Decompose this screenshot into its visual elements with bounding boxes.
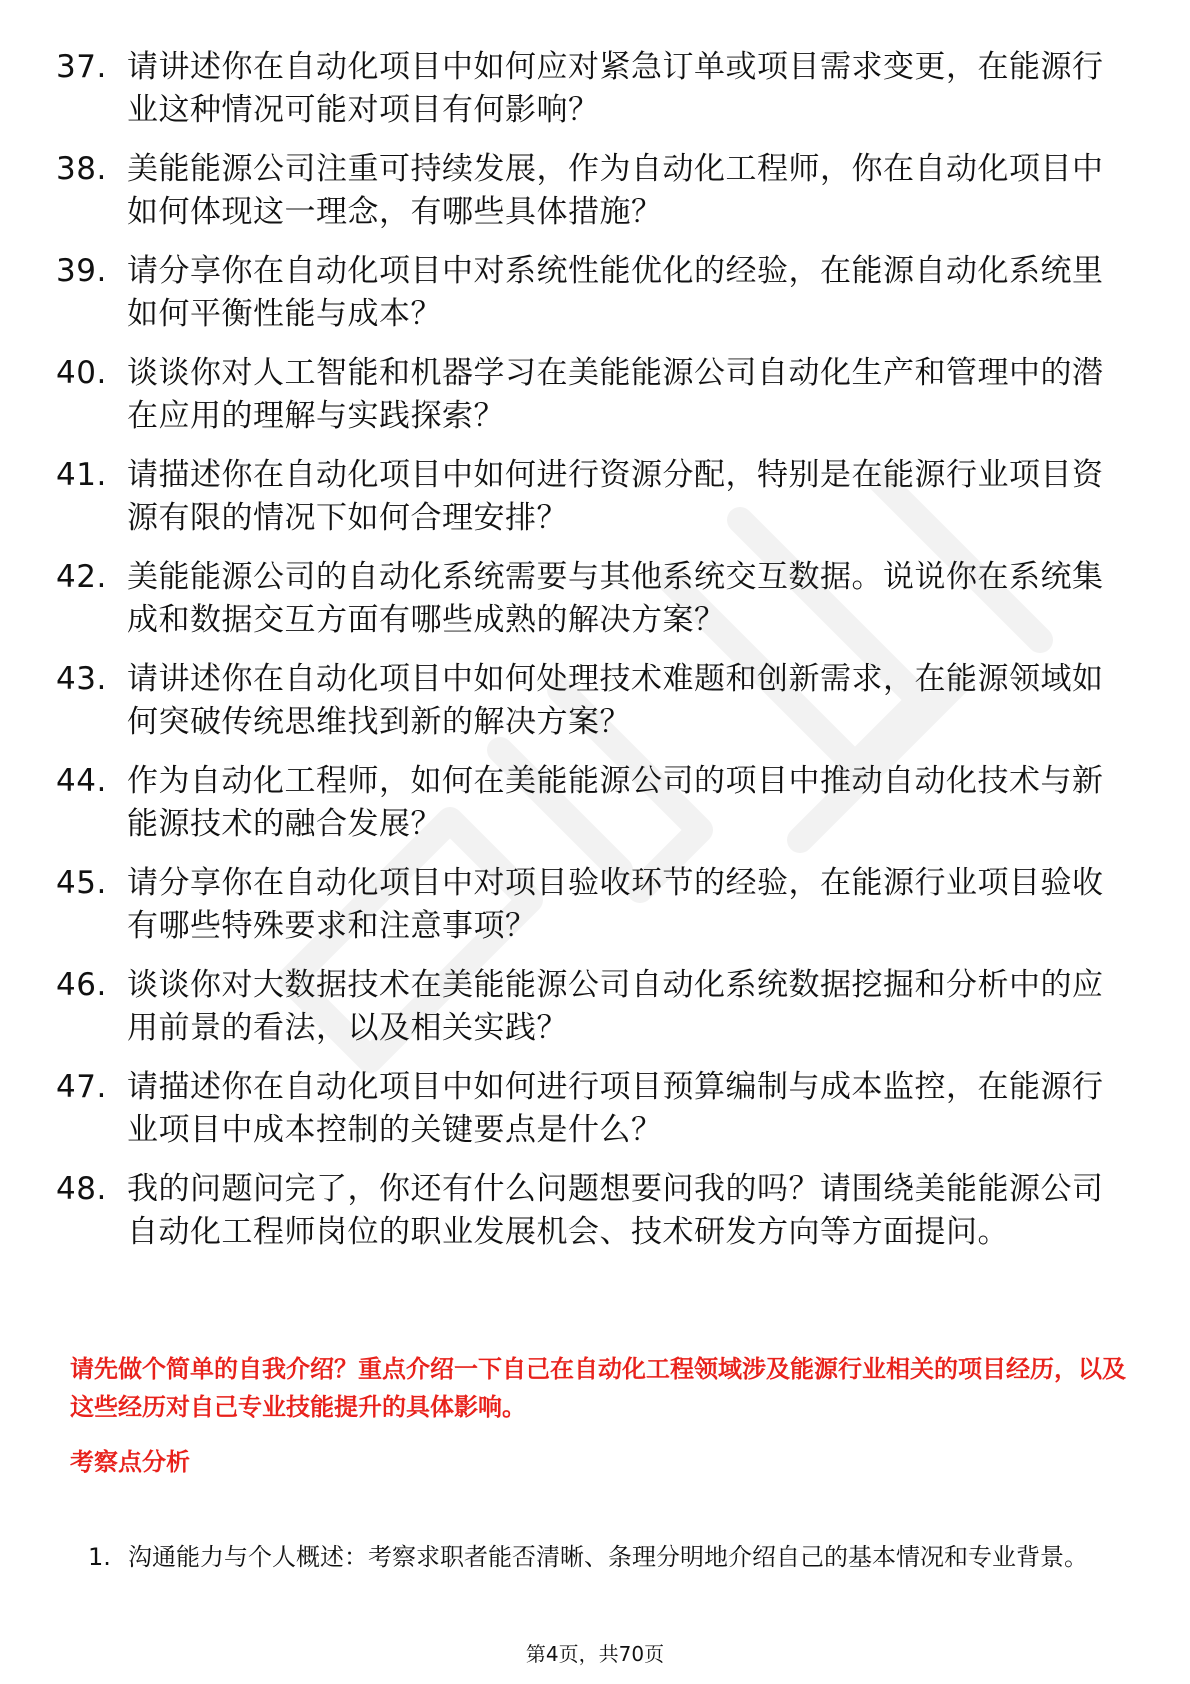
question-number: 45.	[56, 865, 107, 901]
question-item	[0, 658, 1190, 744]
question-number: 47.	[56, 1069, 107, 1105]
question-list	[0, 46, 1190, 1270]
question-text: 请描述你在自动化项目中如何进行资源分配，特别是在能源行业项目资源有限的情况下如何合理安排？	[127, 457, 1104, 536]
question-item	[0, 46, 1190, 132]
analysis-heading: 考察点分析	[70, 1448, 190, 1476]
question-item	[0, 1066, 1190, 1152]
question-number: 40.	[56, 355, 107, 391]
question-number: 38.	[56, 151, 107, 187]
question-item	[0, 1168, 1190, 1254]
question-item	[0, 556, 1190, 642]
page-footer	[0, 1640, 1190, 1668]
question-text: 请分享你在自动化项目中对系统性能优化的经验，在能源自动化系统里如何平衡性能与成本？	[127, 253, 1104, 332]
question-text: 美能能源公司注重可持续发展，作为自动化工程师，你在自动化项目中如何体现这一理念，有哪些具体措施？	[127, 151, 1104, 230]
question-number: 48.	[56, 1171, 107, 1207]
question-number: 43.	[56, 661, 107, 697]
question-text: 请描述你在自动化项目中如何进行项目预算编制与成本监控，在能源行业项目中成本控制的关键要点是什么？	[127, 1069, 1104, 1148]
question-item	[0, 862, 1190, 948]
question-text: 我的问题问完了，你还有什么问题想要问我的吗？请围绕美能能源公司自动化工程师岗位的职业发展机会、技术研发方向等方面提问。	[127, 1171, 1104, 1250]
analysis-text: 沟通能力与个人概述：考察求职者能否清晰、条理分明地介绍自己的基本情况和专业背景。	[128, 1543, 1088, 1571]
question-text: 谈谈你对人工智能和机器学习在美能能源公司自动化生产和管理中的潜在应用的理解与实践探索？	[127, 355, 1104, 434]
question-number: 41.	[56, 457, 107, 493]
question-item	[0, 454, 1190, 540]
question-text: 美能能源公司的自动化系统需要与其他系统交互数据。说说你在系统集成和数据交互方面有哪些成熟的解决方案？	[127, 559, 1104, 638]
question-text: 请分享你在自动化项目中对项目验收环节的经验，在能源行业项目验收有哪些特殊要求和注意事项？	[127, 865, 1104, 944]
question-item	[0, 250, 1190, 336]
question-number: 39.	[56, 253, 107, 289]
question-number: 44.	[56, 763, 107, 799]
question-text: 谈谈你对大数据技术在美能能源公司自动化系统数据挖掘和分析中的应用前景的看法，以及相关实践？	[127, 967, 1104, 1046]
page-number: 第4页，共70页	[525, 1642, 665, 1666]
question-number: 46.	[56, 967, 107, 1003]
analysis-item	[0, 1526, 1190, 1588]
question-text: 请讲述你在自动化项目中如何应对紧急订单或项目需求变更，在能源行业这种情况可能对项目有何影响？	[127, 49, 1104, 128]
question-item	[0, 352, 1190, 438]
question-item	[0, 964, 1190, 1050]
question-item	[0, 148, 1190, 234]
intro-question: 请先做个简单的自我介绍？重点介绍一下自己在自动化工程领域涉及能源行业相关的项目经历，以及这些经历对自己专业技能提升的具体影响。	[70, 1355, 1126, 1421]
question-item	[0, 760, 1190, 846]
question-text: 请讲述你在自动化项目中如何处理技术难题和创新需求，在能源领域如何突破传统思维找到新的解决方案？	[127, 661, 1104, 740]
question-number: 37.	[56, 49, 107, 85]
analysis-list	[0, 1526, 1190, 1588]
question-text: 作为自动化工程师，如何在美能能源公司的项目中推动自动化技术与新能源技术的融合发展？	[127, 763, 1104, 842]
analysis-number: 1.	[88, 1543, 111, 1571]
question-number: 42.	[56, 559, 107, 595]
